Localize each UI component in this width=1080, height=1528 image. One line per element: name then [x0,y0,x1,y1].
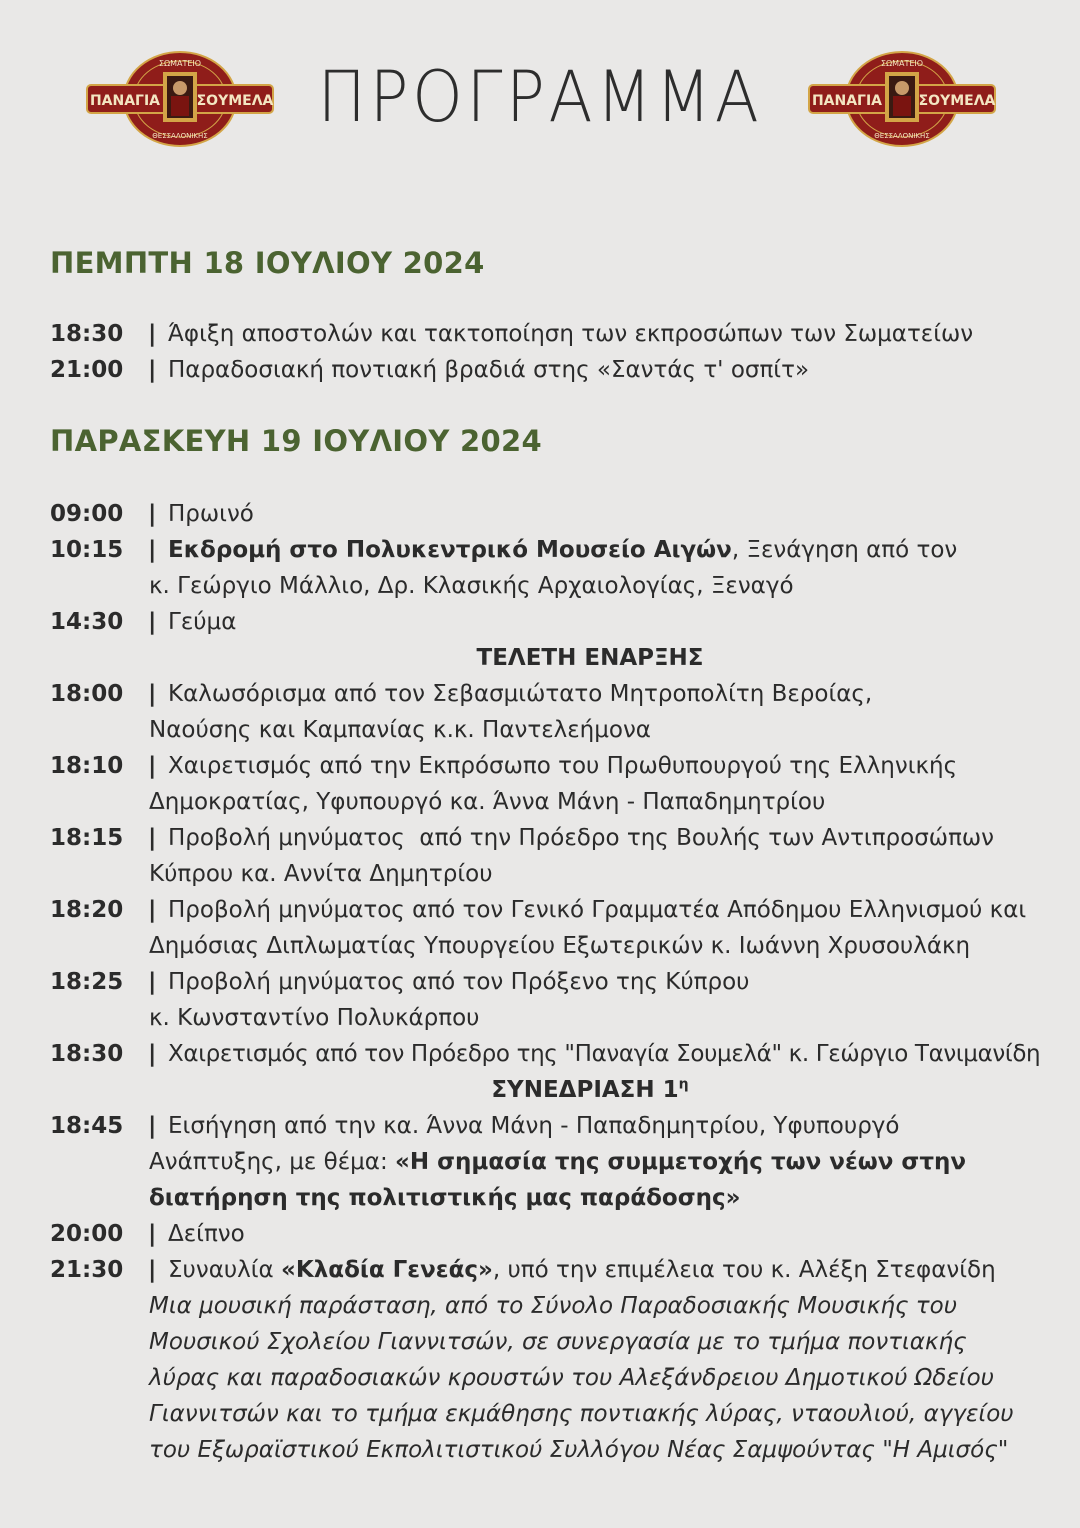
schedule-item: 18:30 | Χαιρετισμός από τον Πρόεδρο της "Παναγία Σουμελά" κ. Γεώργιο Τανιμανίδη [50,1036,1050,1072]
schedule-item: 18:15 | Προβολή μηνύματος από την Πρόεδρο της Βουλής των Αντιπροσώπων [50,820,1050,856]
item-time: 09:00 [50,501,124,527]
item-time: 21:00 [50,357,124,383]
panagia-soumela-logo-right [807,50,997,148]
concert-description: λύρας και παραδοσιακών κρουστών του Αλεξάνδρειου Δημοτικού Ωδείου [149,1365,994,1391]
item-time: 21:30 [50,1257,124,1283]
item-text: Χαιρετισμός από την Εκπρόσωπο του Πρωθυπουργού της Ελληνικής [168,753,958,779]
schedule-item: 18:00 | Καλωσόρισμα από τον Σεβασμιώτατο Μητροπολίτη Βεροίας, [50,676,1050,712]
excursion-title: Εκδρομή στο Πολυκεντρικό Μουσείο Αιγών [168,537,732,563]
item-time: 18:20 [50,897,124,923]
day-title-friday: ΠΑΡΑΣΚΕΥΗ 19 ΙΟΥΛΙΟΥ 2024 [50,424,542,458]
item-text-continued: Ανάπτυξης, με θέμα: [149,1149,396,1175]
schedule-item: 21:30 | Συναυλία «Κλαδία Γενεάς», υπό την επιμέλεια του κ. Αλέξη Στεφανίδη [50,1252,1050,1288]
item-time: 18:30 [50,321,124,347]
schedule-friday [50,496,1050,1468]
item-text: Άφιξη αποστολών και τακτοποίηση των εκπροσώπων των Σωματείων [168,321,974,347]
svg-text:ΣΩΜΑΤΕΙΟ: ΣΩΜΑΤΕΙΟ [880,59,924,68]
schedule-item: 21:00 | Παραδοσιακή ποντιακή βραδιά στης «Σαντάς τ' οσπίτ» [50,352,1050,388]
lecture-topic: «Η σημασία της συμμετοχής των νέων στην [395,1149,967,1175]
schedule-item: 20:00 | Δείπνο [50,1216,1050,1252]
schedule-item: 18:10 | Χαιρετισμός από την Εκπρόσωπο του Πρωθυπουργού της Ελληνικής [50,748,1050,784]
concert-description: του Εξωραϊστικού Εκπολιτιστικού Συλλόγου Νέας Σαμψούντας "Η Αμισός" [149,1437,1009,1463]
concert-title: «Κλαδία Γενεάς» [281,1257,493,1283]
item-text: Εισήγηση από την κα. Άννα Μάνη - Παπαδημητρίου, Υφυπουργό [168,1113,900,1139]
item-text: , Ξενάγηση από τον [731,537,958,563]
svg-text:ΘΕΣΣΑΛΟΝΙΚΗΣ: ΘΕΣΣΑΛΟΝΙΚΗΣ [874,132,930,140]
item-text-continued: Κύπρου κα. Αννίτα Δημητρίου [149,861,493,887]
item-text-continued: Ναούσης και Καμπανίας κ.κ. Παντελεήμονα [149,717,651,743]
svg-text:ΣΟΥΜΕΛΑ: ΣΟΥΜΕΛΑ [918,93,996,109]
schedule-item: 18:45 | Εισήγηση από την κα. Άννα Μάνη - Παπαδημητρίου, Υφυπουργό [50,1108,1050,1144]
item-time: 18:15 [50,825,124,851]
item-time: 18:10 [50,753,124,779]
item-text: Πρωινό [168,501,254,527]
item-text: Γεύμα [168,609,237,635]
schedule-item: 10:15 | Εκδρομή στο Πολυκεντρικό Μουσείο Αιγών, Ξενάγηση από τον [50,532,1050,568]
item-text: Προβολή μηνύματος από τον Γενικό Γραμματέα Απόδημου Ελληνισμού και [168,897,1027,923]
page-header [0,0,1080,200]
item-text: Δείπνο [168,1221,245,1247]
svg-text:ΘΕΣΣΑΛΟΝΙΚΗΣ: ΘΕΣΣΑΛΟΝΙΚΗΣ [152,132,208,140]
svg-text:ΠΑΝΑΓΙΑ: ΠΑΝΑΓΙΑ [89,93,161,109]
item-text: , υπό την επιμέλεια του κ. Αλέξη Στεφανίδη [492,1257,996,1283]
item-text: Προβολή μηνύματος από την Πρόεδρο της Βουλής των Αντιπροσώπων [168,825,995,851]
item-time: 20:00 [50,1221,124,1247]
schedule-item: 18:20 | Προβολή μηνύματος από τον Γενικό Γραμματέα Απόδημου Ελληνισμού και [50,892,1050,928]
svg-text:ΣΩΜΑΤΕΙΟ: ΣΩΜΑΤΕΙΟ [158,59,202,68]
section-heading-opening-ceremony: ΤΕΛΕΤΗ ΕΝΑΡΞΗΣ [476,645,704,671]
svg-text:ΣΟΥΜΕΛΑ: ΣΟΥΜΕΛΑ [196,93,274,109]
item-time: 18:45 [50,1113,124,1139]
item-text-continued: κ. Γεώργιο Μάλλιο, Δρ. Κλασικής Αρχαιολογίας, Ξεναγό [149,573,794,599]
item-text: Χαιρετισμός από τον Πρόεδρο της "Παναγία Σουμελά" κ. Γεώργιο Τανιμανίδη [168,1041,1041,1067]
schedule-item: 18:25 | Προβολή μηνύματος από τον Πρόξενο της Κύπρου [50,964,1050,1000]
item-text: Προβολή μηνύματος από τον Πρόξενο της Κύπρου [168,969,750,995]
lecture-topic-continued: διατήρηση της πολιτιστικής μας παράδοσης» [149,1185,741,1211]
schedule-item: 09:00 | Πρωινό [50,496,1050,532]
item-text: Παραδοσιακή ποντιακή βραδιά στης «Σαντάς τ' οσπίτ» [168,357,810,383]
page-title: ΠΡΟΓΡΑΜΜΑ [317,56,763,138]
schedule-item: 14:30 | Γεύμα [50,604,1050,640]
item-time: 14:30 [50,609,124,635]
item-text: Καλωσόρισμα από τον Σεβασμιώτατο Μητροπολίτη Βεροίας, [168,681,873,707]
item-time: 18:25 [50,969,124,995]
schedule-thursday [50,316,1050,388]
item-text-continued: κ. Κωνσταντίνο Πολυκάρπου [149,1005,480,1031]
schedule-item: 18:30 | Άφιξη αποστολών και τακτοποίηση των εκπροσώπων των Σωματείων [50,316,1050,352]
item-text: Συναυλία [168,1257,282,1283]
item-text-continued: Δημόσιας Διπλωματίας Υπουργείου Εξωτερικών κ. Ιωάννη Χρυσουλάκη [149,933,971,959]
item-time: 18:00 [50,681,124,707]
item-time: 10:15 [50,537,124,563]
svg-text:ΠΑΝΑΓΙΑ: ΠΑΝΑΓΙΑ [811,93,883,109]
item-text-continued: Δημοκρατίας, Υφυπουργό κα. Άννα Μάνη - Παπαδημητρίου [149,789,826,815]
item-time: 18:30 [50,1041,124,1067]
day-title-thursday: ΠΕΜΠΤΗ 18 ΙΟΥΛΙΟΥ 2024 [50,246,485,280]
concert-description: Μουσικού Σχολείου Γιαννιτσών, σε συνεργασία με το τμήμα ποντιακής [149,1329,967,1355]
concert-description: Μια μουσική παράσταση, από το Σύνολο Παραδοσιακής Μουσικής του [149,1293,957,1319]
concert-description: Γιαννιτσών και το τμήμα εκμάθησης ποντιακής λύρας, νταουλιού, αγγείου [149,1401,1014,1427]
section-heading-session-1: ΣΥΝΕΔΡΙΑΣΗ $1^\eta$ [491,1076,689,1103]
